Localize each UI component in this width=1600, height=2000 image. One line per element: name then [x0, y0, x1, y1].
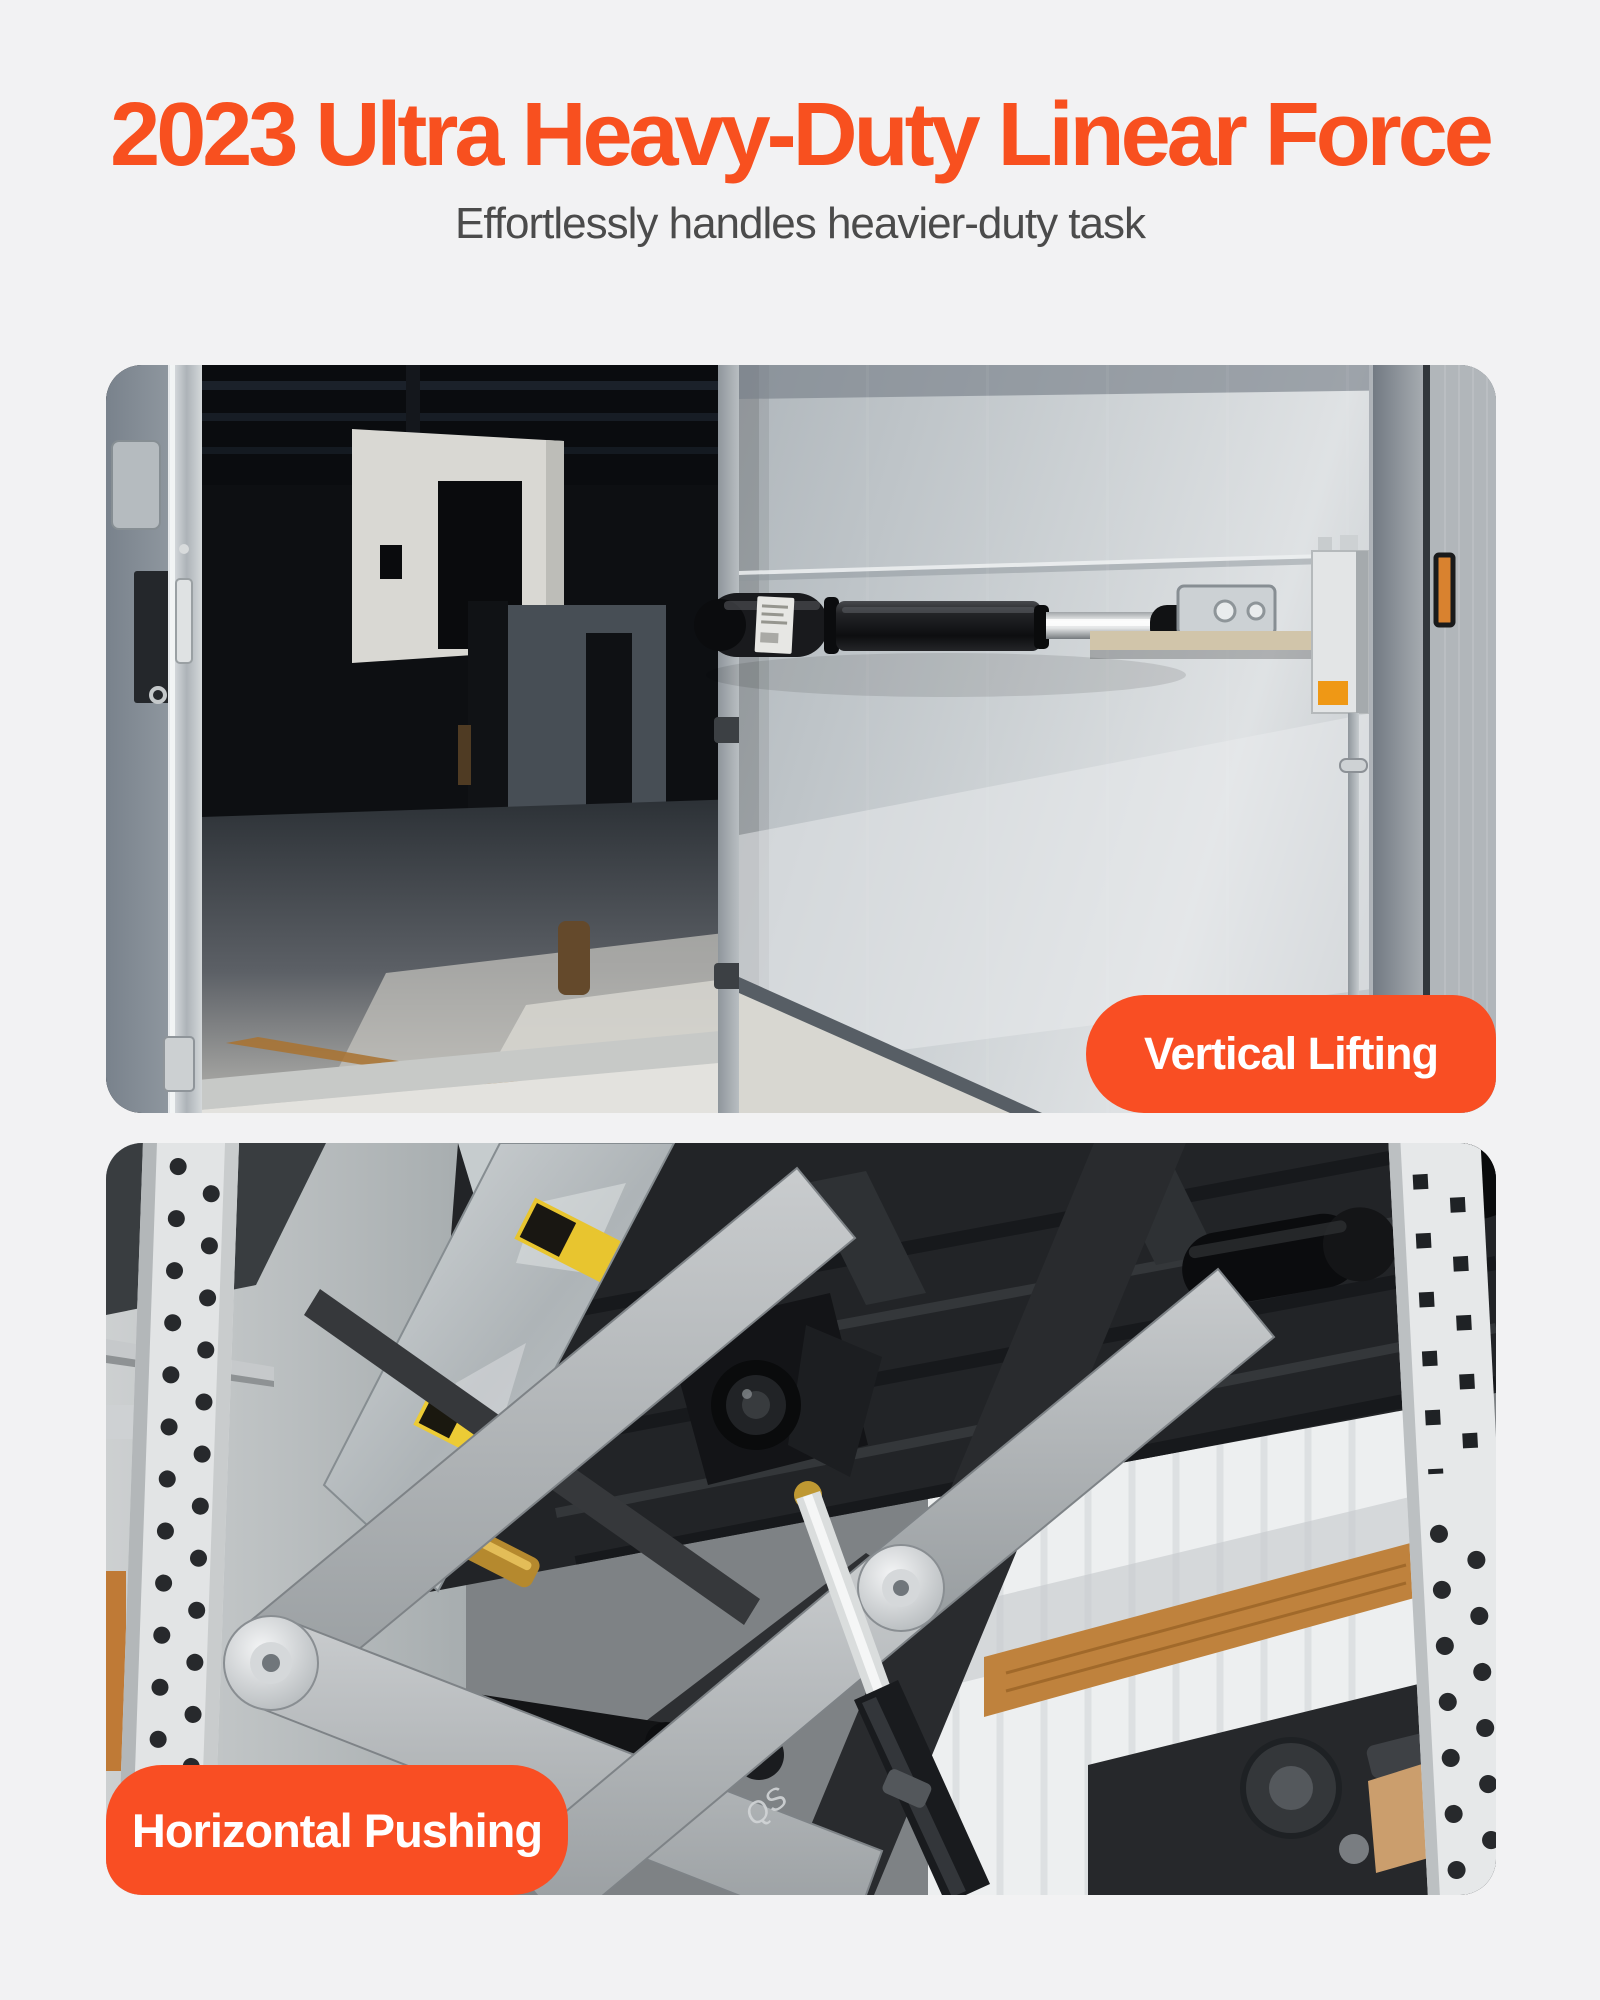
left-door-leaf — [106, 365, 202, 1113]
photo-vertical-lifting — [106, 365, 1496, 1113]
panel-handle-slot — [1436, 555, 1453, 625]
badge-vertical-lifting: Vertical Lifting — [1086, 995, 1496, 1113]
actuator-label — [755, 596, 795, 654]
arm-logo-marking: QS — [739, 1780, 794, 1833]
orange-sticker — [1318, 681, 1348, 705]
page-title: 2023 Ultra Heavy-Duty Linear Force — [110, 85, 1490, 185]
page-subtitle: Effortlessly handles heavier-duty task — [455, 198, 1145, 248]
badge-horizontal-pushing: Horizontal Pushing — [106, 1765, 568, 1895]
header — [0, 84, 1600, 250]
photo-horizontal-pushing — [106, 1143, 1496, 1895]
